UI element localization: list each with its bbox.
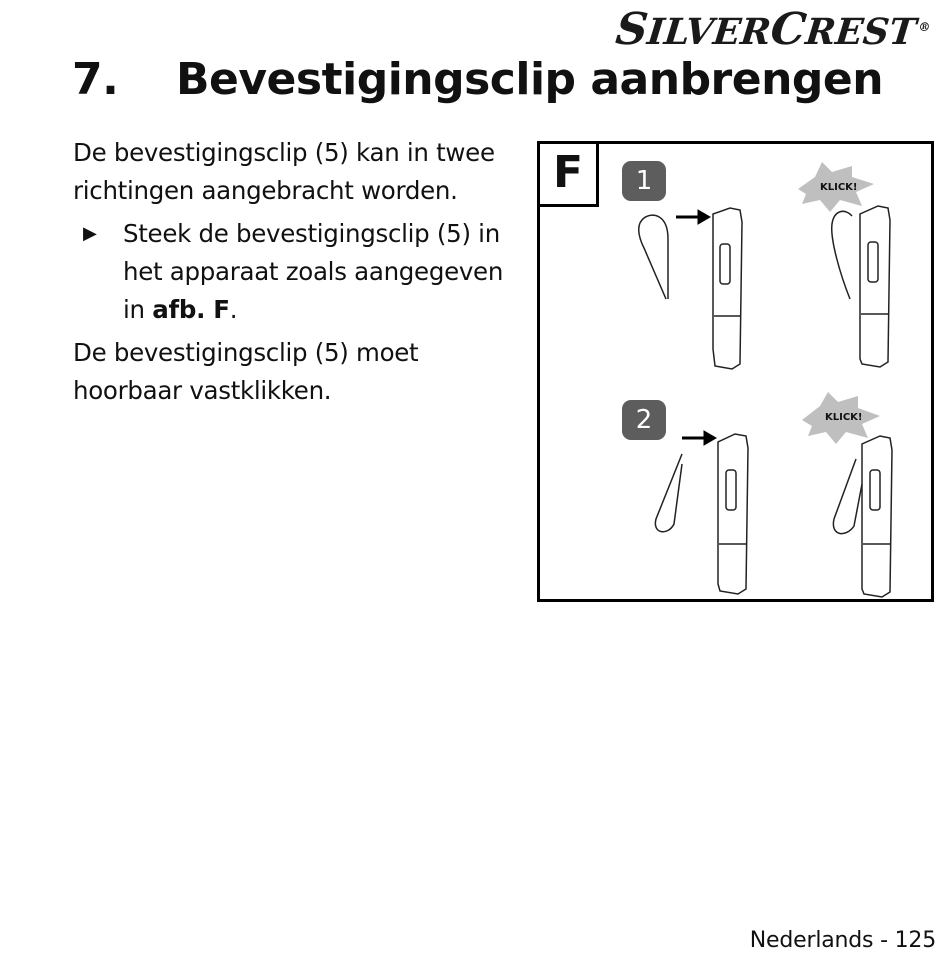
figure-f bbox=[537, 141, 934, 602]
section-title: Bevestigingsclip aanbrengen bbox=[176, 54, 884, 105]
brand-logo bbox=[613, 4, 933, 55]
step-body: Steek de bevestigingsclip (5) in het apparaat zoals aangegeven in bbox=[123, 219, 504, 324]
device-switch bbox=[868, 242, 878, 282]
step-text bbox=[123, 215, 523, 329]
instruction-step bbox=[73, 215, 523, 329]
brand-letter: S bbox=[613, 4, 651, 55]
arrow-head bbox=[698, 210, 710, 224]
clip-illustration bbox=[540, 144, 931, 599]
device-switch bbox=[720, 244, 730, 284]
brand-letter: C bbox=[768, 4, 809, 55]
step-badge-1: 1 bbox=[622, 161, 666, 201]
klick-label-2: KLICK! bbox=[825, 412, 863, 423]
device-shape bbox=[718, 434, 748, 594]
device-shape bbox=[862, 436, 892, 597]
clip-shape bbox=[833, 459, 862, 534]
device-shape bbox=[713, 208, 742, 369]
note-paragraph: De bevestigingsclip (5) moet hoorbaar vastklikken. bbox=[73, 338, 419, 405]
brand-part: ILVER bbox=[645, 11, 773, 53]
triangle-right-icon: ▶ bbox=[83, 223, 97, 244]
intro-paragraph: De bevestigingsclip (5) kan in twee richtingen aangebracht worden. bbox=[73, 138, 495, 205]
klick-label-1: KLICK! bbox=[820, 182, 858, 193]
clip-shape bbox=[639, 215, 668, 299]
figure-label: F bbox=[537, 141, 599, 207]
device-switch bbox=[870, 470, 880, 510]
brand-part: REST bbox=[803, 11, 918, 53]
section-number: 7. bbox=[72, 54, 119, 105]
figure-reference: afb. F bbox=[152, 295, 230, 324]
device-switch bbox=[726, 470, 736, 510]
step-badge-2: 2 bbox=[622, 400, 666, 440]
registered-mark: ® bbox=[917, 20, 931, 34]
instructions-text bbox=[73, 134, 523, 415]
page-footer: Nederlands - 125 bbox=[749, 928, 936, 953]
arrow-head bbox=[704, 431, 716, 445]
step-end: . bbox=[229, 295, 238, 324]
device-shape bbox=[860, 206, 890, 367]
section-heading bbox=[72, 54, 883, 105]
clip-shape bbox=[832, 211, 852, 299]
clip-shape bbox=[655, 454, 682, 532]
